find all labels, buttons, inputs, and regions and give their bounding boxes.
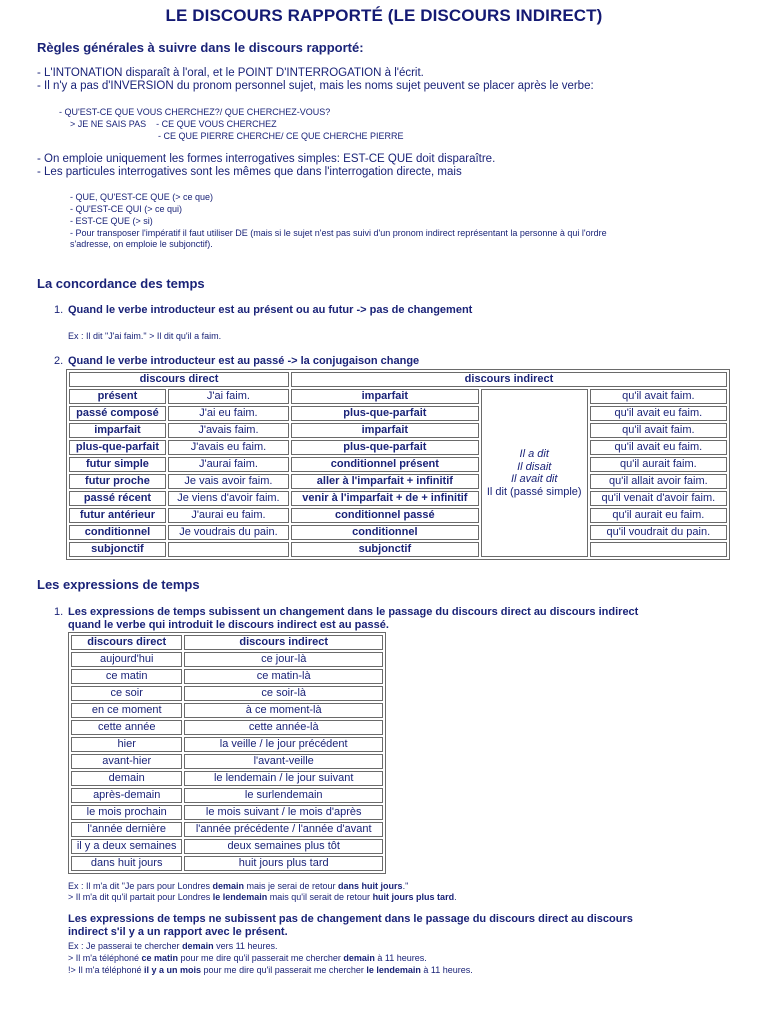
- list-number: 1.: [54, 606, 64, 618]
- table-row: [71, 703, 383, 718]
- expression-indirect-cell: le mois suivant / le mois d'après: [184, 805, 383, 820]
- table-row: [69, 525, 727, 540]
- tense-direct-cell: plus-que-parfait: [69, 440, 166, 455]
- expressions-item-1: [54, 606, 638, 618]
- expression-indirect-cell: ce jour-là: [184, 652, 383, 667]
- example-indirect-cell: qu'il allait avoir faim.: [590, 474, 727, 489]
- concordance-item-1: [54, 304, 472, 316]
- tense-indirect-cell: aller à l'imparfait + infinitif: [291, 474, 479, 489]
- expression-indirect-cell: huit jours plus tard: [184, 856, 383, 871]
- expression-indirect-cell: le lendemain / le jour suivant: [184, 771, 383, 786]
- example-direct-cell: Je viens d'avoir faim.: [168, 491, 289, 506]
- expression-direct-cell: il y a deux semaines: [71, 839, 182, 854]
- tense-indirect-cell: plus-que-parfait: [291, 440, 479, 455]
- expression-indirect-cell: l'avant-veille: [184, 754, 383, 769]
- expression-direct-cell: le mois prochain: [71, 805, 182, 820]
- expressions-table-header: [71, 635, 383, 650]
- expression-direct-cell: en ce moment: [71, 703, 182, 718]
- example-direct-cell: J'avais faim.: [168, 423, 289, 438]
- expression-direct-cell: ce soir: [71, 686, 182, 701]
- table-row: [71, 737, 383, 752]
- expression-indirect-cell: l'année précédente / l'année d'avant: [184, 822, 383, 837]
- tense-direct-cell: futur proche: [69, 474, 166, 489]
- rule-particles: - Les particules interrogatives sont les mêmes que dans l'interrogation directe, mais: [37, 166, 462, 178]
- tense-direct-cell: présent: [69, 389, 166, 404]
- example-direct-cell: J'ai faim.: [168, 389, 289, 404]
- tense-direct-cell: imparfait: [69, 423, 166, 438]
- expression-indirect-cell: cette année-là: [184, 720, 383, 735]
- table-row: [69, 508, 727, 523]
- tense-indirect-cell: conditionnel: [291, 525, 479, 540]
- example-direct-cell: Je voudrais du pain.: [168, 525, 289, 540]
- tense-indirect-cell: venir à l'imparfait + de + infinitif: [291, 491, 479, 506]
- page-title: LE DISCOURS RAPPORTÉ (LE DISCOURS INDIRECT): [165, 6, 603, 25]
- introducing-verb-line: Il dit (passé simple): [486, 485, 582, 498]
- expression-direct-cell: ce matin: [71, 669, 182, 684]
- expressions-example-2b: > Il m'a téléphoné ce matin pour me dire qu'il passerait me chercher demain à 11 heures.: [68, 953, 427, 963]
- expression-direct-cell: avant-hier: [71, 754, 182, 769]
- example-indirect-cell: qu'il avait eu faim.: [590, 406, 727, 421]
- particle-line-3: - EST-CE QUE (> si): [70, 216, 153, 226]
- tense-direct-cell: subjonctif: [69, 542, 166, 557]
- introducing-verb-cell: [481, 389, 588, 557]
- conjugation-table-header: [69, 372, 727, 387]
- section-heading-expressions: Les expressions de temps: [37, 577, 200, 592]
- table-row: [71, 771, 383, 786]
- example-direct-cell: J'avais eu faim.: [168, 440, 289, 455]
- table-row: [71, 822, 383, 837]
- expressions-table: [68, 632, 386, 874]
- example-indirect-cell: qu'il voudrait du pain.: [590, 525, 727, 540]
- table-row: [71, 805, 383, 820]
- header-discours-direct: discours direct: [71, 635, 182, 650]
- table-row: [71, 788, 383, 803]
- table-row: [71, 720, 383, 735]
- example-direct-cell: J'aurai eu faim.: [168, 508, 289, 523]
- expression-indirect-cell: ce matin-là: [184, 669, 383, 684]
- expressions-example-1a: Ex : Il m'a dit "Je pars pour Londres demain mais je serai de retour dans huit jours.": [68, 881, 409, 891]
- tense-indirect-cell: conditionnel passé: [291, 508, 479, 523]
- table-row: [71, 856, 383, 871]
- tense-indirect-cell: conditionnel présent: [291, 457, 479, 472]
- example-indirect-cell: qu'il venait d'avoir faim.: [590, 491, 727, 506]
- expression-direct-cell: demain: [71, 771, 182, 786]
- expressions-item-2-line-1: Les expressions de temps ne subissent pas de changement dans le passage du discours direct au discours: [68, 913, 633, 925]
- example-indirect-cell: [590, 542, 727, 557]
- tense-indirect-cell: plus-que-parfait: [291, 406, 479, 421]
- example-indirect-cell: qu'il avait eu faim.: [590, 440, 727, 455]
- table-row: [71, 839, 383, 854]
- table-row: [71, 754, 383, 769]
- concordance-item-2-text: Quand le verbe introducteur est au passé -> la conjugaison change: [68, 355, 420, 367]
- expressions-item-1-line-1: Les expressions de temps subissent un changement dans le passage du discours direct au discours indirect: [68, 606, 639, 618]
- tense-direct-cell: passé composé: [69, 406, 166, 421]
- example-line-1: - QU'EST-CE QUE VOUS CHERCHEZ?/ QUE CHERCHEZ-VOUS?: [59, 107, 331, 117]
- table-row: [69, 542, 727, 557]
- table-row: [69, 406, 727, 421]
- example-indirect-cell: qu'il avait faim.: [590, 423, 727, 438]
- table-row: [69, 440, 727, 455]
- table-row: [71, 652, 383, 667]
- example-indirect-cell: qu'il avait faim.: [590, 389, 727, 404]
- table-row: [69, 474, 727, 489]
- example-indirect-cell: qu'il aurait eu faim.: [590, 508, 727, 523]
- example-line-2: > JE NE SAIS PAS - CE QUE VOUS CHERCHEZ: [70, 119, 277, 129]
- expression-indirect-cell: à ce moment-là: [184, 703, 383, 718]
- introducing-verb-line: Il avait dit: [510, 473, 558, 485]
- expressions-item-1-line-2: quand le verbe qui introduit le discours indirect est au passé.: [68, 619, 389, 631]
- table-row: [69, 457, 727, 472]
- expression-indirect-cell: ce soir-là: [184, 686, 383, 701]
- header-discours-indirect: discours indirect: [184, 635, 383, 650]
- expressions-example-2a: Ex : Je passerai te chercher demain vers 11 heures.: [68, 941, 278, 951]
- expression-direct-cell: après-demain: [71, 788, 182, 803]
- example-line-3: - CE QUE PIERRE CHERCHE/ CE QUE CHERCHE PIERRE: [158, 131, 404, 141]
- example-direct-cell: J'aurai faim.: [168, 457, 289, 472]
- particle-line-5: s'adresse, on emploie le subjonctif).: [70, 239, 213, 249]
- particle-line-1: - QUE, QU'EST-CE QUE (> ce que): [70, 192, 214, 202]
- example-direct-cell: Je vais avoir faim.: [168, 474, 289, 489]
- expressions-item-2-line-2: indirect s'il y a un rapport avec le présent.: [68, 926, 288, 938]
- expression-indirect-cell: le surlendemain: [184, 788, 383, 803]
- particle-line-2: - QU'EST-CE QUI (> ce qui): [70, 204, 182, 214]
- conjugation-table: [66, 369, 730, 560]
- expression-indirect-cell: la veille / le jour précédent: [184, 737, 383, 752]
- list-number: 1.: [54, 304, 64, 316]
- introducing-verb-line: Il disait: [517, 460, 552, 473]
- tense-direct-cell: passé récent: [69, 491, 166, 506]
- table-row: [71, 686, 383, 701]
- tense-direct-cell: conditionnel: [69, 525, 166, 540]
- expression-direct-cell: cette année: [71, 720, 182, 735]
- introducing-verb-line: Il a dit: [519, 448, 549, 460]
- rule-inversion: - Il n'y a pas d'INVERSION du pronom personnel sujet, mais les noms sujet peuvent se placer après le verbe:: [37, 80, 594, 92]
- expression-direct-cell: l'année dernière: [71, 822, 182, 837]
- concordance-example: Ex : Il dit "J'ai faim." > Il dit qu'il a faim.: [68, 331, 222, 341]
- expression-indirect-cell: deux semaines plus tôt: [184, 839, 383, 854]
- table-row: [71, 669, 383, 684]
- table-row: [69, 491, 727, 506]
- expressions-example-1b: > Il m'a dit qu'il partait pour Londres le lendemain mais qu'il serait de retour huit jours plus tard.: [68, 892, 457, 902]
- tense-indirect-cell: subjonctif: [291, 542, 479, 557]
- expressions-example-2c: !> Il m'a téléphoné il y a un mois pour me dire qu'il passerait me chercher le lendemain à 11 heures.: [68, 965, 473, 975]
- section-heading-concordance: La concordance des temps: [37, 276, 205, 291]
- list-number: 2.: [54, 355, 64, 367]
- tense-indirect-cell: imparfait: [291, 423, 479, 438]
- rule-intonation: - L'INTONATION disparaît à l'oral, et le POINT D'INTERROGATION à l'écrit.: [37, 67, 424, 79]
- expression-direct-cell: dans huit jours: [71, 856, 182, 871]
- table-row: [69, 389, 727, 404]
- tense-direct-cell: futur antérieur: [69, 508, 166, 523]
- table-row: [69, 423, 727, 438]
- example-indirect-cell: qu'il aurait faim.: [590, 457, 727, 472]
- example-direct-cell: [168, 542, 289, 557]
- section-heading-regles: Règles générales à suivre dans le discours rapporté:: [37, 40, 364, 55]
- expression-direct-cell: aujourd'hui: [71, 652, 182, 667]
- header-discours-indirect: discours indirect: [291, 372, 727, 387]
- particle-line-4: - Pour transposer l'impératif il faut utiliser DE (mais si le sujet n'est pas suivi d'un pronom indirect représentant la personne à qui l'ordre: [70, 228, 607, 238]
- concordance-item-2: [54, 355, 419, 367]
- header-discours-direct: discours direct: [69, 372, 289, 387]
- tense-indirect-cell: imparfait: [291, 389, 479, 404]
- example-direct-cell: J'ai eu faim.: [168, 406, 289, 421]
- expression-direct-cell: hier: [71, 737, 182, 752]
- rule-forms: - On emploie uniquement les formes interrogatives simples: EST-CE QUE doit disparaître.: [37, 153, 496, 165]
- tense-direct-cell: futur simple: [69, 457, 166, 472]
- concordance-item-1-text: Quand le verbe introducteur est au présent ou au futur -> pas de changement: [68, 304, 473, 316]
